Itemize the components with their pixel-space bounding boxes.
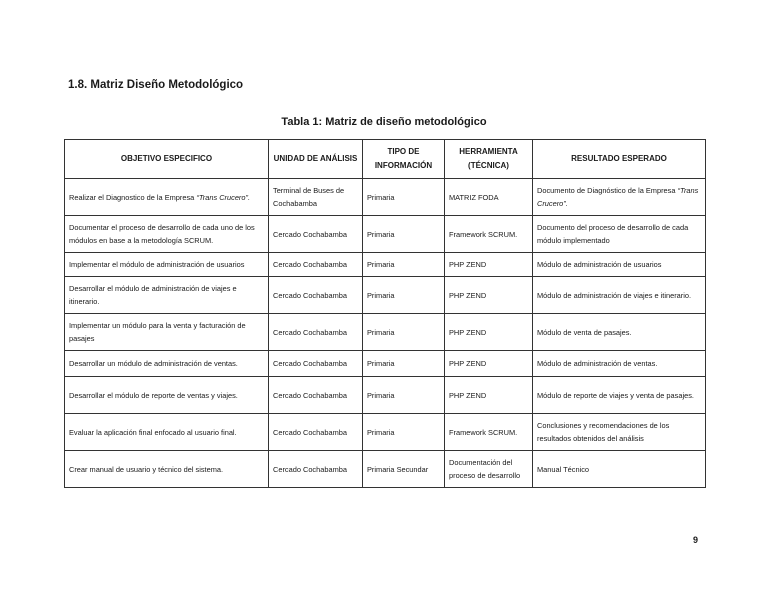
cell-tipo: Primaria	[363, 277, 445, 314]
cell-unidad: Cercado Cochabamba	[269, 216, 363, 253]
cell-resultado: Documento de Diagnóstico de la Empresa “Trans Crucero”.	[533, 179, 706, 216]
cell-tipo: Primaria	[363, 414, 445, 451]
table-row	[65, 253, 706, 277]
cell-tipo: Primaria	[363, 377, 445, 414]
table-row	[65, 277, 706, 314]
table-caption: Tabla 1: Matriz de diseño metodológico	[281, 116, 487, 128]
cell-herramienta: PHP ZEND	[445, 351, 533, 377]
cell-herramienta: PHP ZEND	[445, 253, 533, 277]
table-row	[65, 451, 706, 488]
cell-objetivo: Implementar el módulo de administración de usuarios	[65, 253, 269, 277]
methodology-matrix-table	[64, 139, 706, 488]
table-header-row	[65, 140, 706, 179]
cell-objetivo: Desarrollar el módulo de reporte de ventas y viajes.	[65, 377, 269, 414]
cell-resultado: Conclusiones y recomendaciones de los resultados obtenidos del análisis	[533, 414, 706, 451]
cell-unidad: Cercado Cochabamba	[269, 414, 363, 451]
cell-objetivo: Documentar el proceso de desarrollo de cada uno de los módulos en base a la metodología SCRUM.	[65, 216, 269, 253]
cell-objetivo: Realizar el Diagnostico de la Empresa “Trans Crucero”.	[65, 179, 269, 216]
cell-herramienta: PHP ZEND	[445, 377, 533, 414]
table-row	[65, 179, 706, 216]
cell-resultado: Módulo de administración de viajes e itinerario.	[533, 277, 706, 314]
table-row	[65, 314, 706, 351]
cell-unidad: Cercado Cochabamba	[269, 451, 363, 488]
header-tipo: TIPO DE INFORMACIÓN	[363, 140, 445, 179]
cell-unidad: Cercado Cochabamba	[269, 351, 363, 377]
header-objetivo: OBJETIVO ESPECIFICO	[65, 140, 269, 179]
cell-herramienta: Framework SCRUM.	[445, 216, 533, 253]
cell-resultado: Módulo de administración de usuarios	[533, 253, 706, 277]
header-resultado: RESULTADO ESPERADO	[533, 140, 706, 179]
cell-resultado: Módulo de administración de ventas.	[533, 351, 706, 377]
cell-herramienta: Framework SCRUM.	[445, 414, 533, 451]
table-row	[65, 351, 706, 377]
cell-tipo: Primaria	[363, 253, 445, 277]
cell-resultado: Manual Técnico	[533, 451, 706, 488]
cell-resultado: Documento del proceso de desarrollo de cada módulo implementado	[533, 216, 706, 253]
cell-tipo: Primaria Secundar	[363, 451, 445, 488]
cell-tipo: Primaria	[363, 351, 445, 377]
cell-herramienta: MATRIZ FODA	[445, 179, 533, 216]
cell-tipo: Primaria	[363, 216, 445, 253]
cell-unidad: Cercado Cochabamba	[269, 253, 363, 277]
header-unidad: UNIDAD DE ANÁLISIS	[269, 140, 363, 179]
table-row	[65, 216, 706, 253]
table-row	[65, 414, 706, 451]
cell-objetivo: Desarrollar el módulo de administración de viajes e itinerario.	[65, 277, 269, 314]
section-title: 1.8. Matriz Diseño Metodológico	[68, 79, 244, 91]
cell-objetivo: Evaluar la aplicación final enfocado al usuario final.	[65, 414, 269, 451]
cell-tipo: Primaria	[363, 314, 445, 351]
cell-resultado: Módulo de reporte de viajes y venta de pasajes.	[533, 377, 706, 414]
table-row	[65, 377, 706, 414]
cell-unidad: Cercado Cochabamba	[269, 314, 363, 351]
cell-herramienta: PHP ZEND	[445, 314, 533, 351]
header-herramienta: HERRAMIENTA (TÉCNICA)	[445, 140, 533, 179]
cell-objetivo: Desarrollar un módulo de administración de ventas.	[65, 351, 269, 377]
cell-objetivo: Implementar un módulo para la venta y facturación de pasajes	[65, 314, 269, 351]
cell-objetivo: Crear manual de usuario y técnico del sistema.	[65, 451, 269, 488]
cell-herramienta: Documentación del proceso de desarrollo	[445, 451, 533, 488]
cell-unidad: Cercado Cochabamba	[269, 377, 363, 414]
page-number: 9	[693, 535, 699, 545]
cell-unidad: Terminal de Buses de Cochabamba	[269, 179, 363, 216]
cell-resultado: Módulo de venta de pasajes.	[533, 314, 706, 351]
cell-unidad: Cercado Cochabamba	[269, 277, 363, 314]
cell-tipo: Primaria	[363, 179, 445, 216]
cell-herramienta: PHP ZEND	[445, 277, 533, 314]
